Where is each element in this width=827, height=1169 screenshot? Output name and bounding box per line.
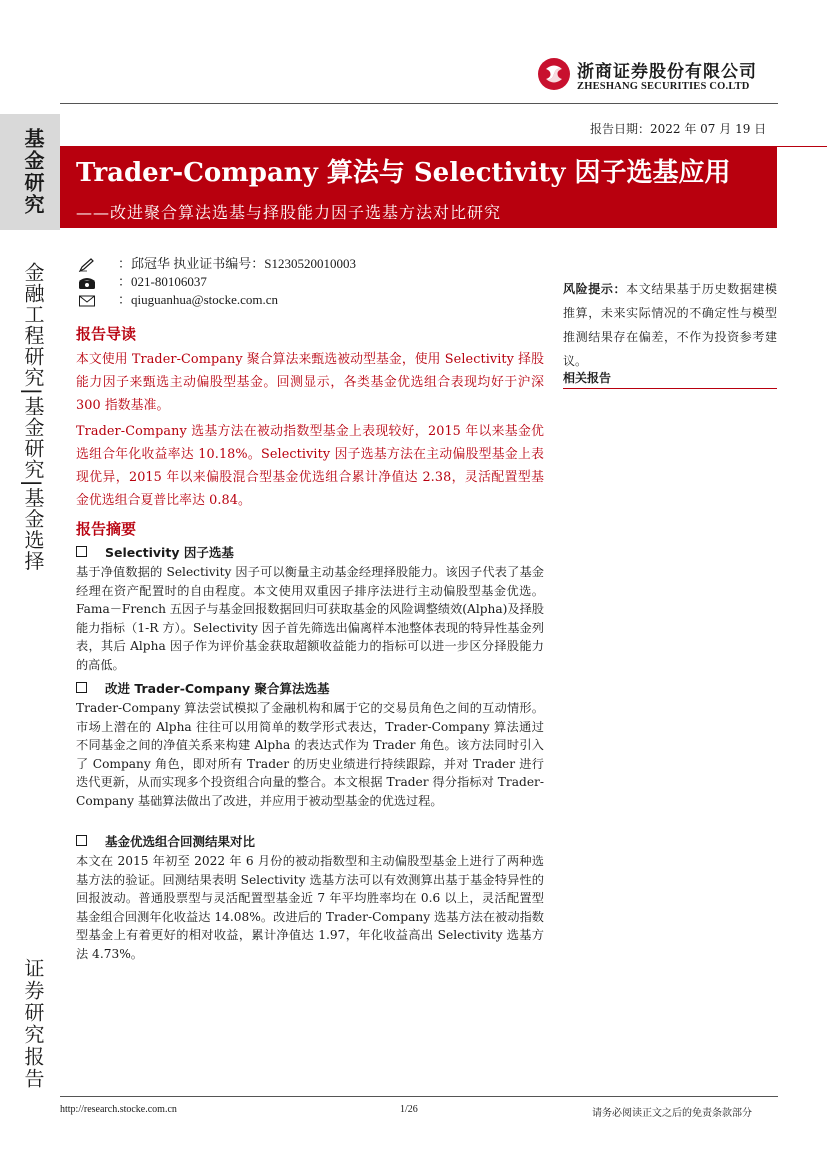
checkbox-square-icon <box>76 682 87 693</box>
page-number: 1/26 <box>400 1104 418 1115</box>
author-email-row <box>78 289 278 308</box>
summary-heading: 报告摘要 <box>76 520 137 538</box>
report-subtitle: ——改进聚合算法选基与择股能力因子选基方法对比研究 <box>76 203 502 222</box>
risk-text: 本文结果基于历史数据建模推算，未来实际情况的不确定性与模型推测结果存在偏差，不作为投资参考建议。 <box>563 282 777 368</box>
zheshang-logo-icon <box>537 57 571 91</box>
checkbox-square-icon <box>76 546 87 557</box>
author-phone-row <box>78 271 207 290</box>
author-analyst-row <box>78 253 356 272</box>
banner-edge-line <box>777 146 827 147</box>
summary-section-1-title: Selectivity 因子选基 <box>76 543 234 561</box>
summary-section-3-body: 本文在 2015 年初至 2022 年 6 月份的被动指数型和主动偏股型基金上进行了两种选基方法的验证。回测结果表明 Selectivity 选基方法可以有效测算出基于基金特异性的回报波动。普通股票型与灵活配置型基金近 7 年平均胜率均在 0.6 以上，灵活配置型基金组合回测年化收益达 14.08%。改进后的 Trader-Company 选基方法在被动指数型基金上有着更好的相对收益，累计净值达 1.97，年化收益高出 Selectivity 选基方法 4.73%。 <box>76 854 544 961</box>
guide-paragraph-2: Trader-Company 选基方法在被动指数型基金上表现较好，2015 年以来基金优选组合年化收益率达 10.18%。Selectivity 因子选基方法在主动偏股型基金上表现优异，2015 年以来偏股混合型基金优选组合累计净值达 2.38，灵活配置型基金优选组合夏普比率达 0.84。 <box>76 424 544 508</box>
email-icon <box>78 294 96 308</box>
phone-text: ：021-80106037 <box>118 274 207 289</box>
sidebar-report-type: 证券研究报告 <box>21 958 45 1090</box>
summary-section-2-body: Trader-Company 算法尝试模拟了金融机构和属于它的交易员角色之间的互动情形。市场上潜在的 Alpha 往往可以用简单的数学形式表达，Trader-Company 算法通过不同基金之间的净值关系来构建 Alpha 的表达式作为 Trader 角色。该方法同时引入了 Company 角色，即对所有 Trader 的历史业绩进行持续跟踪，并对 Trader 进行迭代更新，从而实现多个投资组合向量的整合。本文根据 Trader 得分指标对 Trader-Company 基础算法做出了改进，并应用于被动型基金的优选过程。 <box>76 701 544 808</box>
guide-heading: 报告导读 <box>76 325 137 343</box>
summary-section-1-body: 基于净值数据的 Selectivity 因子可以衡量主动基金经理择股能力。该因子代表了基金经理在资产配置时的自由程度。本文使用双重因子排序法进行主动偏股型基金优选。Fama－French 五因子与基金回报数据回归可获取基金的风险调整绩效(Alpha)及择股能力指标（1-R 方）。Selectivity 因子首先筛选出偏离样本池整体表现的特异性基金列表，其后 Alpha 因子作为评价基金获取超额收益能力的指标可以进一步区分择股能力的高低。 <box>76 565 544 672</box>
risk-label: 风险提示： <box>563 282 627 296</box>
sidebar-category: 基金研究 <box>21 128 45 216</box>
report-date: 报告日期：2022 年 07 月 19 日 <box>590 122 767 136</box>
footer-disclaimer: 请务必阅读正文之后的免责条款部分 <box>592 1108 752 1119</box>
related-reports-divider <box>563 388 777 389</box>
footer-url[interactable]: http://research.stocke.com.cn <box>60 1104 177 1115</box>
header-divider <box>60 103 778 104</box>
guide-paragraph-1: 本文使用 Trader-Company 聚合算法来甄选被动型基金，使用 Selectivity 择股能力因子来甄选主动偏股型基金。回测显示，各类基金优选组合表现均好于沪深 300 指数基准。 <box>76 352 544 413</box>
sidebar-breadcrumb: 金融工程研究|基金研究|基金选择 <box>21 262 45 572</box>
summary-section-3-title: 基金优选组合回测结果对比 <box>76 832 255 850</box>
pen-icon <box>78 258 96 272</box>
analyst-text: ：邱冠华 执业证书编号：S1230520010003 <box>118 256 356 271</box>
checkbox-square-icon <box>76 835 87 846</box>
report-title: Trader-Company 算法与 Selectivity 因子选基应用 <box>76 158 731 188</box>
email-link[interactable]: ：qiuguanhua@stocke.com.cn <box>118 292 278 307</box>
company-name-en: ZHESHANG SECURITIES CO.LTD <box>577 81 750 92</box>
summary-section-2-title: 改进 Trader-Company 聚合算法选基 <box>76 679 329 697</box>
phone-icon <box>78 276 96 290</box>
company-name-cn: 浙商证券股份有限公司 <box>577 62 757 82</box>
risk-warning <box>563 277 777 373</box>
related-reports-heading: 相关报告 <box>563 371 612 385</box>
footer-divider <box>60 1096 778 1097</box>
